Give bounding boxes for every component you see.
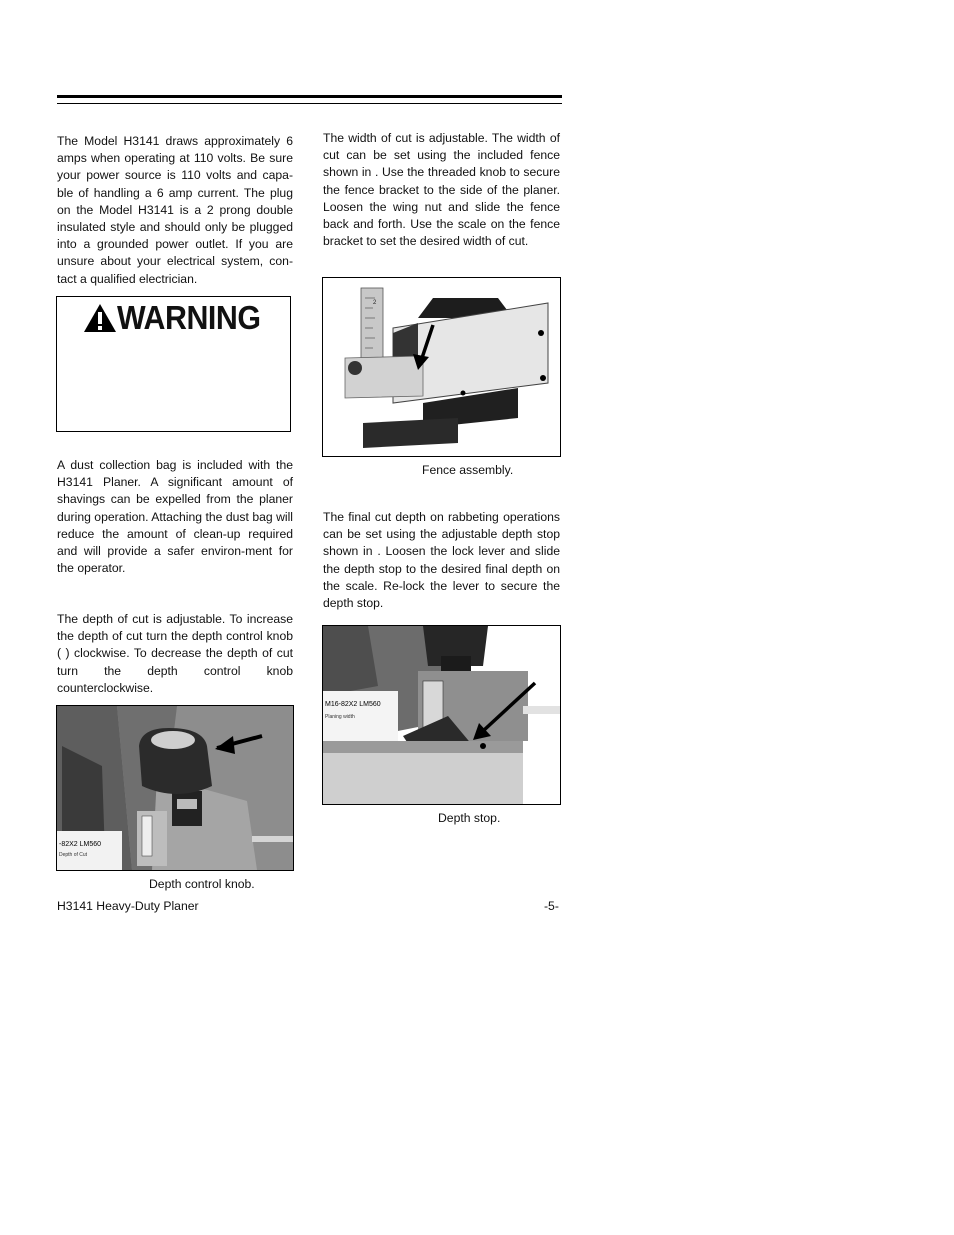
depth-stop-image [323, 626, 560, 804]
fence-assembly-image [323, 278, 560, 456]
depth-cut-paragraph: The depth of cut is adjustable. To increase the depth of cut turn the depth control knob ( ) clockwise. To decrease the depth of cut turn the depth control knob counterclockwise. [57, 612, 293, 695]
stop-label-line1: M16-82X2 LM560 [325, 701, 381, 708]
fence-assembly-photo [322, 277, 561, 457]
page-number: -5- [544, 899, 559, 913]
depth-stop-photo [322, 625, 561, 805]
warning-header [83, 301, 273, 334]
knob-label-line1: -82X2 LM560 [59, 841, 102, 848]
knob-label-line2: Depth of Cut [59, 852, 88, 858]
width-cut-paragraph: The width of cut is adjustable. The width of cut can be set using the included fence shown in . Use the threaded knob to secure the fence bracket to the side of the planer. Loosen the wing nut and slide the fence back and forth. Use the scale on the fence bracket to set the desired width of cut. [323, 131, 560, 249]
power-paragraph: The Model H3141 draws approximately 6 amps when operating at 110 volts. Be sure your power source is 110 volts and capa-ble of handling a 6 amp current. The plug on the Model H3141 is a 2 prong double insulated style and should only be plugged into a grounded power outlet. If you are unsure about your electrical system, con-tact a qualified electrician. [57, 134, 293, 286]
header-rule-thin [57, 103, 562, 104]
depth-stop-paragraph: The final cut depth on rabbeting operations can be set using the adjustable depth stop shown in . Loosen the lock lever and slide the depth stop to the desired final depth on the scale. Re-lock the lever to secure the depth stop. [323, 510, 560, 611]
dust-bag-paragraph: A dust collection bag is included with the H3141 Planer. A significant amount of shavings can be expelled from the planer during operation. Attaching the dust bag will reduce the amount of clean-up required and will provide a safer environ-ment for the operator. [57, 458, 293, 576]
header-rule-thick [57, 95, 562, 98]
knob-caption: Depth control knob. [149, 877, 255, 891]
depth-control-knob-image [57, 706, 293, 870]
stop-label-line2: Planing width [325, 714, 355, 720]
fence-scale-label: 2 [373, 300, 377, 306]
warning-triangle-icon [83, 303, 117, 333]
depth-control-knob-photo [56, 705, 294, 871]
footer-title: H3141 Heavy-Duty Planer [57, 899, 199, 913]
depth-stop-caption: Depth stop. [438, 811, 501, 825]
fence-caption: Fence assembly. [422, 463, 514, 477]
warning-title: WARNING [117, 299, 261, 336]
warning-box [56, 296, 291, 432]
